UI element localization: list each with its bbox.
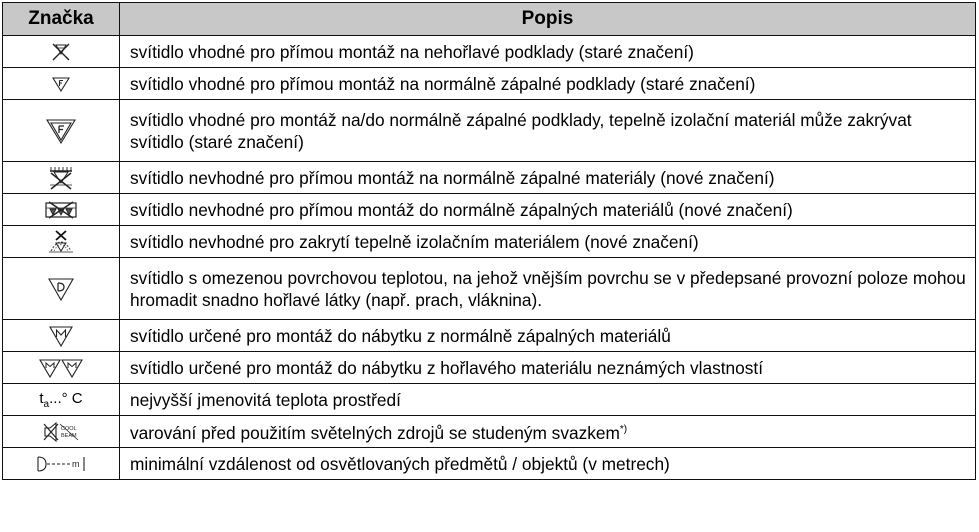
m-triangle-icon	[47, 324, 75, 348]
x-mark-luminaire-icon	[48, 41, 74, 63]
symbol-cell	[3, 226, 120, 258]
description-cell: svítidlo nevhodné pro přímou montáž na normálně zápalné materiály (nové značení)	[120, 162, 976, 194]
description-cell: svítidlo určené pro montáž do nábytku z hořlavého materiálu neznámých vlastností	[120, 352, 976, 384]
crossed-insulation-cover-icon	[45, 229, 77, 255]
symbol-cell	[3, 258, 120, 320]
table-header-row	[3, 3, 976, 36]
description-cell: nejvyšší jmenovitá teplota prostředí	[120, 384, 976, 416]
header-description: Popis	[120, 3, 976, 36]
ambient-temperature-icon: $t_a...^\circ$ C	[39, 389, 83, 410]
table-row	[3, 36, 976, 68]
description-cell: svítidlo vhodné pro přímou montáž na normálně zápalné podklady (staré značení)	[120, 68, 976, 100]
d-triangle-icon	[46, 275, 76, 303]
symbol-cell	[3, 36, 120, 68]
table-row	[3, 384, 976, 416]
minimum-distance-icon	[33, 454, 89, 474]
symbol-cell	[3, 416, 120, 448]
description-cell: svítidlo vhodné pro montáž na/do normálně zápalné podklady, tepelně izolační materiál může zakrývat svítidlo (staré značení)	[120, 100, 976, 162]
f-double-triangle-icon	[44, 117, 78, 145]
svg-text:BEAM: BEAM	[61, 432, 77, 439]
table-row	[3, 448, 976, 480]
description-cell: svítidlo s omezenou povrchovou teplotou, na jehož vnějším povrchu se v předepsané provozní poloze mohou hromadit snadno hořlavé látky (např. prach, vlákninа).	[120, 258, 976, 320]
description-cell: varování před použitím světelných zdrojů se studeným svazkem*)	[120, 416, 976, 448]
description-cell: svítidlo nevhodné pro přímou montáž do normálně zápalných materiálů (nové značení)	[120, 194, 976, 226]
symbol-cell	[3, 384, 120, 416]
cool-beam-warning-icon	[41, 420, 81, 444]
symbol-cell	[3, 352, 120, 384]
description-cell: svítidlo určené pro montáž do nábytku z normálně zápalných materiálů	[120, 320, 976, 352]
description-cell: svítidlo vhodné pro přímou montáž na nehořlavé podklady (staré značení)	[120, 36, 976, 68]
symbol-table	[2, 2, 976, 480]
svg-text:m: m	[72, 458, 80, 469]
table-row	[3, 68, 976, 100]
symbol-cell	[3, 162, 120, 194]
table-row	[3, 258, 976, 320]
table-row	[3, 100, 976, 162]
description-cell: minimální vzdálenost od osvětlovaných předmětů / objektů (v metrech)	[120, 448, 976, 480]
table-row	[3, 416, 976, 448]
crossed-surface-mount-icon	[45, 165, 77, 191]
symbol-cell	[3, 448, 120, 480]
table-row	[3, 226, 976, 258]
crossed-recessed-mount-icon	[43, 199, 79, 221]
table-row	[3, 320, 976, 352]
table-row	[3, 352, 976, 384]
symbol-cell	[3, 320, 120, 352]
symbol-cell	[3, 100, 120, 162]
mm-double-triangle-icon	[38, 357, 84, 379]
description-cell: svítidlo nevhodné pro zakrytí tepelně izolačním materiálem (nové značení)	[120, 226, 976, 258]
table-row	[3, 194, 976, 226]
f-triangle-icon	[49, 74, 73, 94]
symbol-cell	[3, 194, 120, 226]
table-row	[3, 162, 976, 194]
symbol-cell	[3, 68, 120, 100]
svg-text:COOL: COOL	[61, 425, 77, 432]
header-symbol: Značka	[3, 3, 120, 36]
